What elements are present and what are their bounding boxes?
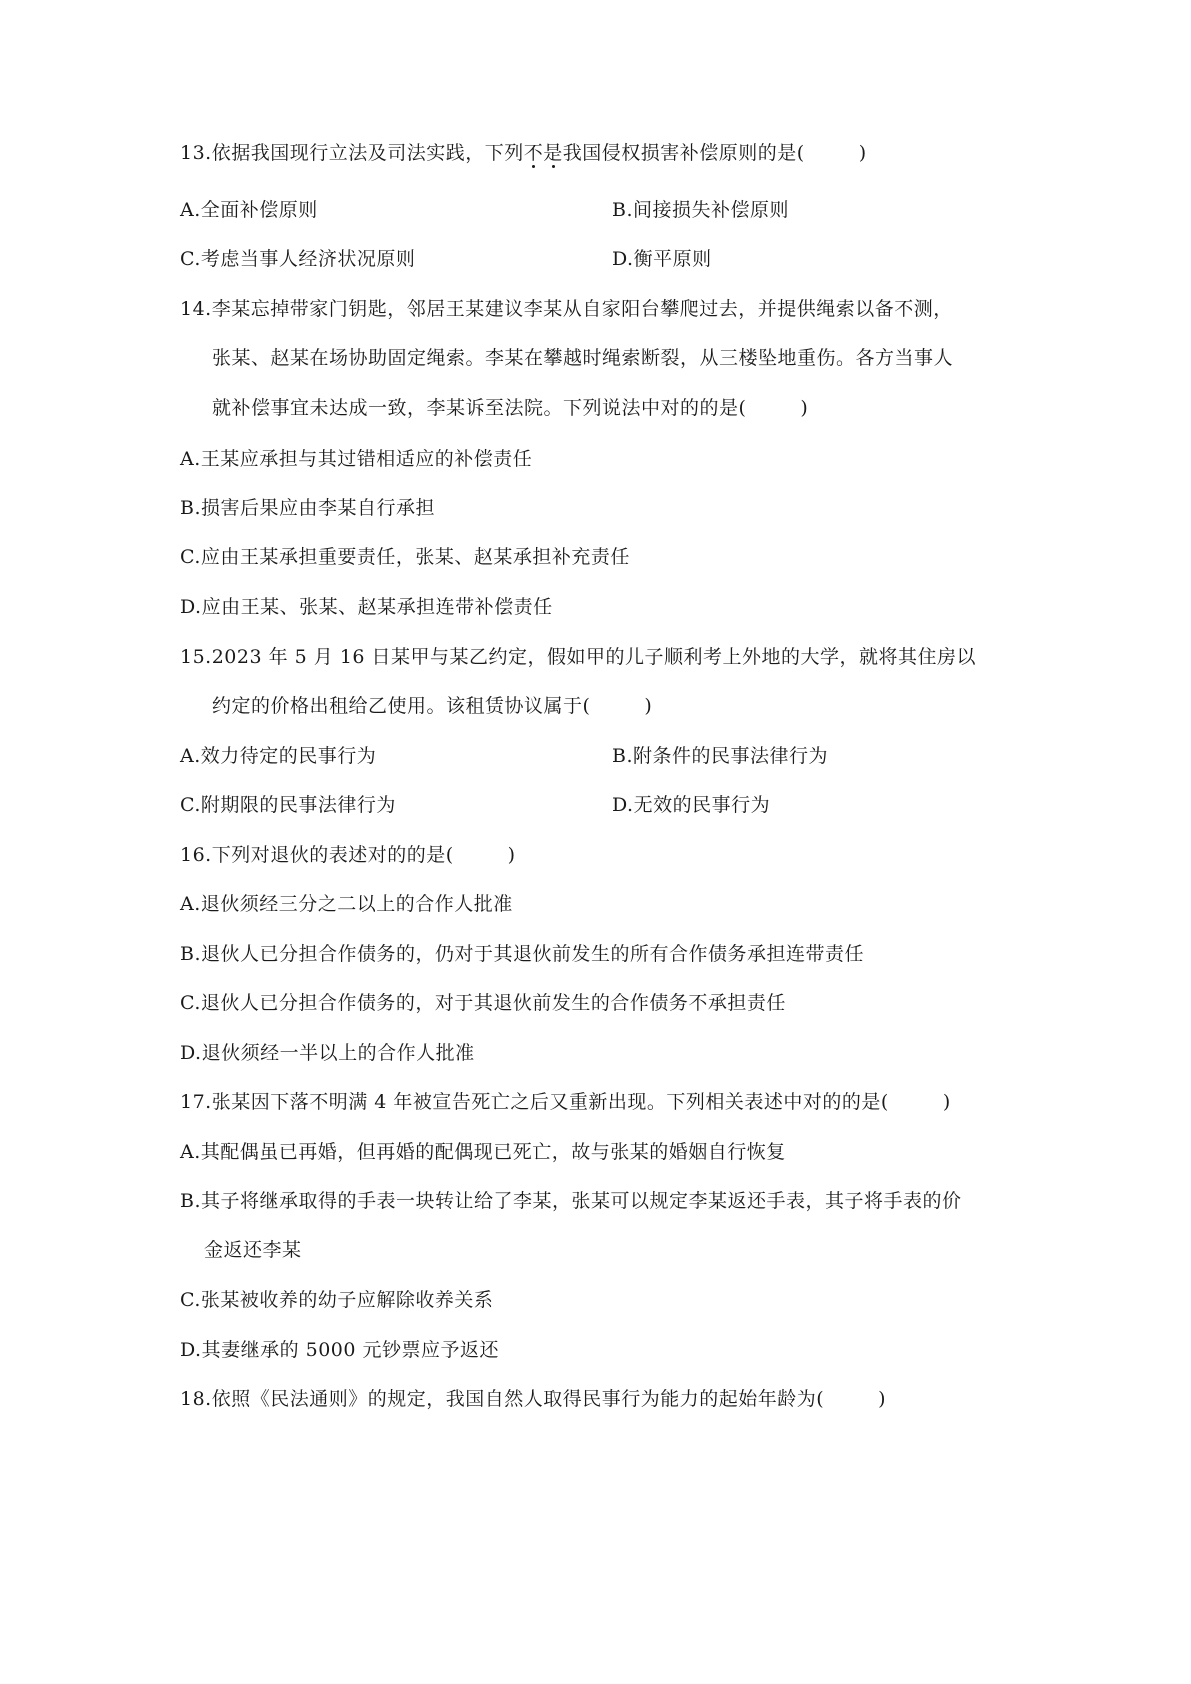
question-16-stem <box>180 842 516 868</box>
question-14-stem-cont: 张某、赵某在场协助固定绳索。李某在攀越时绳索断裂，从三楼坠地重伤。各方当事人 <box>212 347 954 369</box>
option-d: D.应由王某、张某、赵某承担连带补偿责任 <box>180 596 553 618</box>
option-b: B.损害后果应由李某自行承担 <box>180 497 436 519</box>
emphasis-dot <box>552 165 555 168</box>
option-c: C.张某被收养的幼子应解除收养关系 <box>180 1289 494 1311</box>
closing-paren: ) <box>800 397 809 419</box>
option-b: B.间接损失补偿原则 <box>612 199 790 221</box>
option-c: C.退伙人已分担合作债务的，对于其退伙前发生的合作债务不承担责任 <box>180 992 786 1014</box>
emphasis-char: 不 <box>524 142 544 164</box>
question-17-stem <box>180 1089 951 1115</box>
closing-paren: ) <box>878 1388 887 1410</box>
closing-paren: ) <box>942 1091 951 1113</box>
option-d: D.衡平原则 <box>612 248 712 270</box>
emphasis-char: 是 <box>543 142 563 164</box>
option-a: A.退伙须经三分之二以上的合作人批准 <box>180 893 513 915</box>
option-a: A.效力待定的民事行为 <box>180 745 377 767</box>
stem-text: 李某忘掉带家门钥匙，邻居王某建议李某从自家阳台攀爬过去，并提供绳索以备不测， <box>211 298 953 320</box>
question-14-stem-cont <box>212 395 808 421</box>
option-a: A.全面补偿原则 <box>180 199 318 221</box>
option-d: D.无效的民事行为 <box>612 794 771 816</box>
stem-text: 我国侵权损害补偿原则的是( <box>562 142 805 164</box>
question-15-stem <box>180 644 976 670</box>
emphasis-dot <box>532 165 535 168</box>
question-15-stem-cont <box>212 693 652 719</box>
option-b-cont: 金返还李某 <box>204 1239 302 1261</box>
stem-text: 就补偿事宜未达成一致，李某诉至法院。下列说法中对的的是( <box>212 397 747 419</box>
option-c: C.附期限的民事法律行为 <box>180 794 396 816</box>
option-b: B.其子将继承取得的手表一块转让给了李某，张某可以规定李某返还手表，其子将手表的价 <box>180 1190 962 1212</box>
question-number: 16. <box>180 844 212 866</box>
closing-paren: ) <box>507 844 516 866</box>
option-a: A.王某应承担与其过错相适应的补偿责任 <box>180 448 533 470</box>
question-13-stem <box>180 140 867 166</box>
question-number: 14. <box>180 298 212 320</box>
stem-text: 下列对退伙的表述对的的是( <box>211 844 454 866</box>
closing-paren: ) <box>858 142 867 164</box>
question-14-stem <box>180 296 953 322</box>
option-c: C.应由王某承担重要责任，张某、赵某承担补充责任 <box>180 546 630 568</box>
question-number: 15. <box>180 646 212 668</box>
stem-text: 依照《民法通则》的规定，我国自然人取得民事行为能力的起始年龄为( <box>211 1388 825 1410</box>
question-number: 13. <box>180 142 212 164</box>
stem-text: 依据我国现行立法及司法实践，下列 <box>211 142 524 164</box>
stem-text: 约定的价格出租给乙使用。该租赁协议属于( <box>212 695 591 717</box>
stem-text: 张某因下落不明满 4 年被宣告死亡之后又重新出现。下列相关表述中对的的是( <box>211 1091 889 1113</box>
question-number: 18. <box>180 1388 212 1410</box>
question-18-stem <box>180 1386 886 1412</box>
option-b: B.附条件的民事法律行为 <box>612 745 829 767</box>
option-c: C.考虑当事人经济状况原则 <box>180 248 416 270</box>
option-d: D.其妻继承的 5000 元钞票应予返还 <box>180 1339 500 1361</box>
option-b: B.退伙人已分担合作债务的，仍对于其退伙前发生的所有合作债务承担连带责任 <box>180 943 865 965</box>
option-a: A.其配偶虽已再婚，但再婚的配偶现已死亡，故与张某的婚姻自行恢复 <box>180 1141 786 1163</box>
question-number: 17. <box>180 1091 212 1113</box>
stem-text: 2023 年 5 月 16 日某甲与某乙约定，假如甲的儿子顺利考上外地的大学，就将其住房以 <box>211 646 977 668</box>
option-d: D.退伙须经一半以上的合作人批准 <box>180 1042 475 1064</box>
closing-paren: ) <box>644 695 653 717</box>
